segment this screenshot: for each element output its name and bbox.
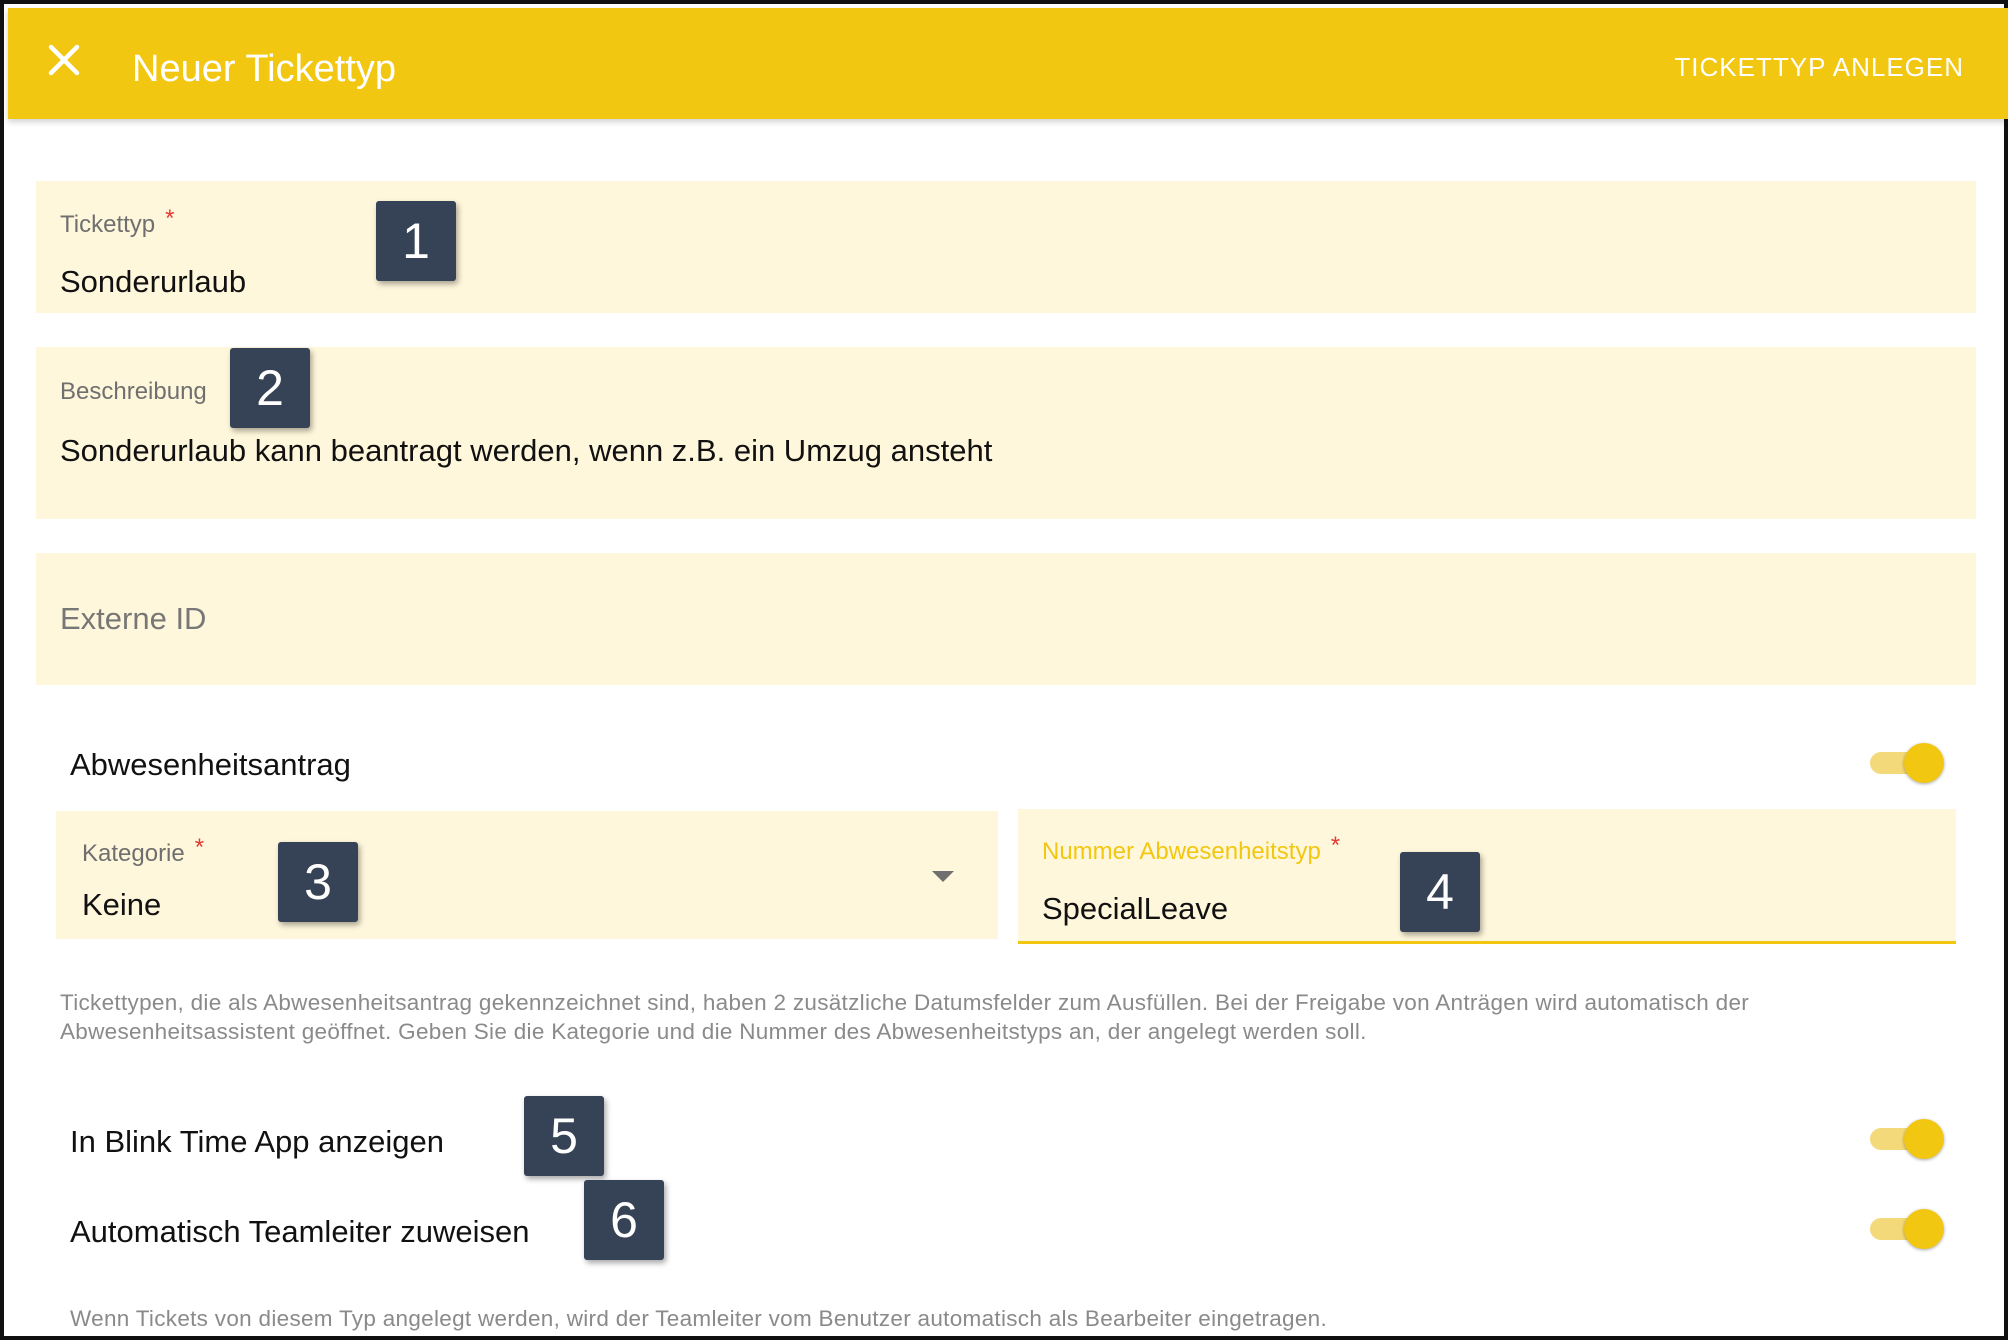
callout-badge-6: 6 [584, 1180, 664, 1260]
callout-badge-4: 4 [1400, 852, 1480, 932]
create-ticket-type-button[interactable]: TICKETTYP ANLEGEN [1674, 52, 1964, 82]
teamleiter-hint-text: Wenn Tickets von diesem Typ angelegt werden, wird der Teamleiter vom Benutzer automatisch als Bearbeiter eingetragen. [70, 1306, 1327, 1331]
required-mark: * [165, 205, 175, 232]
nummer-abwesenheitstyp-value: SpecialLeave [1042, 891, 1229, 926]
kategorie-value: Keine [82, 887, 162, 922]
auto-teamleiter-toggle[interactable] [1870, 1207, 1942, 1247]
app-bar [8, 8, 2008, 119]
close-button[interactable] [42, 38, 86, 82]
callout-badge-2: 2 [230, 348, 310, 428]
blink-time-app-label: In Blink Time App anzeigen [70, 1124, 444, 1159]
callout-badge-1: 1 [376, 201, 456, 281]
abwesenheitsantrag-toggle[interactable] [1870, 741, 1942, 781]
kategorie-label: Kategorie * [82, 834, 205, 867]
tickettyp-field[interactable] [36, 181, 1976, 313]
beschreibung-field[interactable] [36, 347, 1976, 519]
page-title: Neuer Tickettyp [132, 48, 396, 90]
beschreibung-value: Sonderurlaub kann beantragt werden, wenn z.B. ein Umzug ansteht [60, 433, 993, 468]
required-mark: * [1330, 832, 1341, 859]
chevron-down-icon[interactable] [932, 871, 954, 882]
toggle-thumb [1904, 1119, 1944, 1159]
abwesenheitsantrag-label: Abwesenheitsantrag [70, 747, 351, 782]
nummer-abwesenheitstyp-field[interactable] [1018, 809, 1956, 942]
required-mark: * [194, 834, 205, 861]
callout-badge-5: 5 [524, 1096, 604, 1176]
focus-underline [1018, 941, 1956, 944]
kategorie-select[interactable] [56, 811, 998, 939]
beschreibung-label: Beschreibung [60, 378, 207, 405]
externe-id-placeholder: Externe ID [60, 601, 207, 636]
auto-teamleiter-label: Automatisch Teamleiter zuweisen [70, 1214, 530, 1249]
nummer-abwesenheitstyp-label: Nummer Abwesenheitstyp * [1042, 832, 1341, 865]
externe-id-field[interactable] [36, 553, 1976, 685]
toggle-thumb [1904, 743, 1944, 783]
tickettyp-value: Sonderurlaub [60, 264, 247, 299]
close-icon [42, 38, 86, 82]
tickettyp-label: Tickettyp * [60, 205, 175, 238]
callout-badge-3: 3 [278, 842, 358, 922]
blink-time-app-toggle[interactable] [1870, 1117, 1942, 1157]
absence-hint-text: Tickettypen, die als Abwesenheitsantrag gekennzeichnet sind, haben 2 zusätzliche Datumsfelder zum Ausfüllen. Bei der Freigabe von Anträgen wird automatisch der Abwesenheitsassistent geöffnet. Geben Sie die Kategorie und die Nummer des Abwesenheitstyps an, der angelegt werden soll. [60, 990, 1750, 1044]
toggle-thumb [1904, 1209, 1944, 1249]
